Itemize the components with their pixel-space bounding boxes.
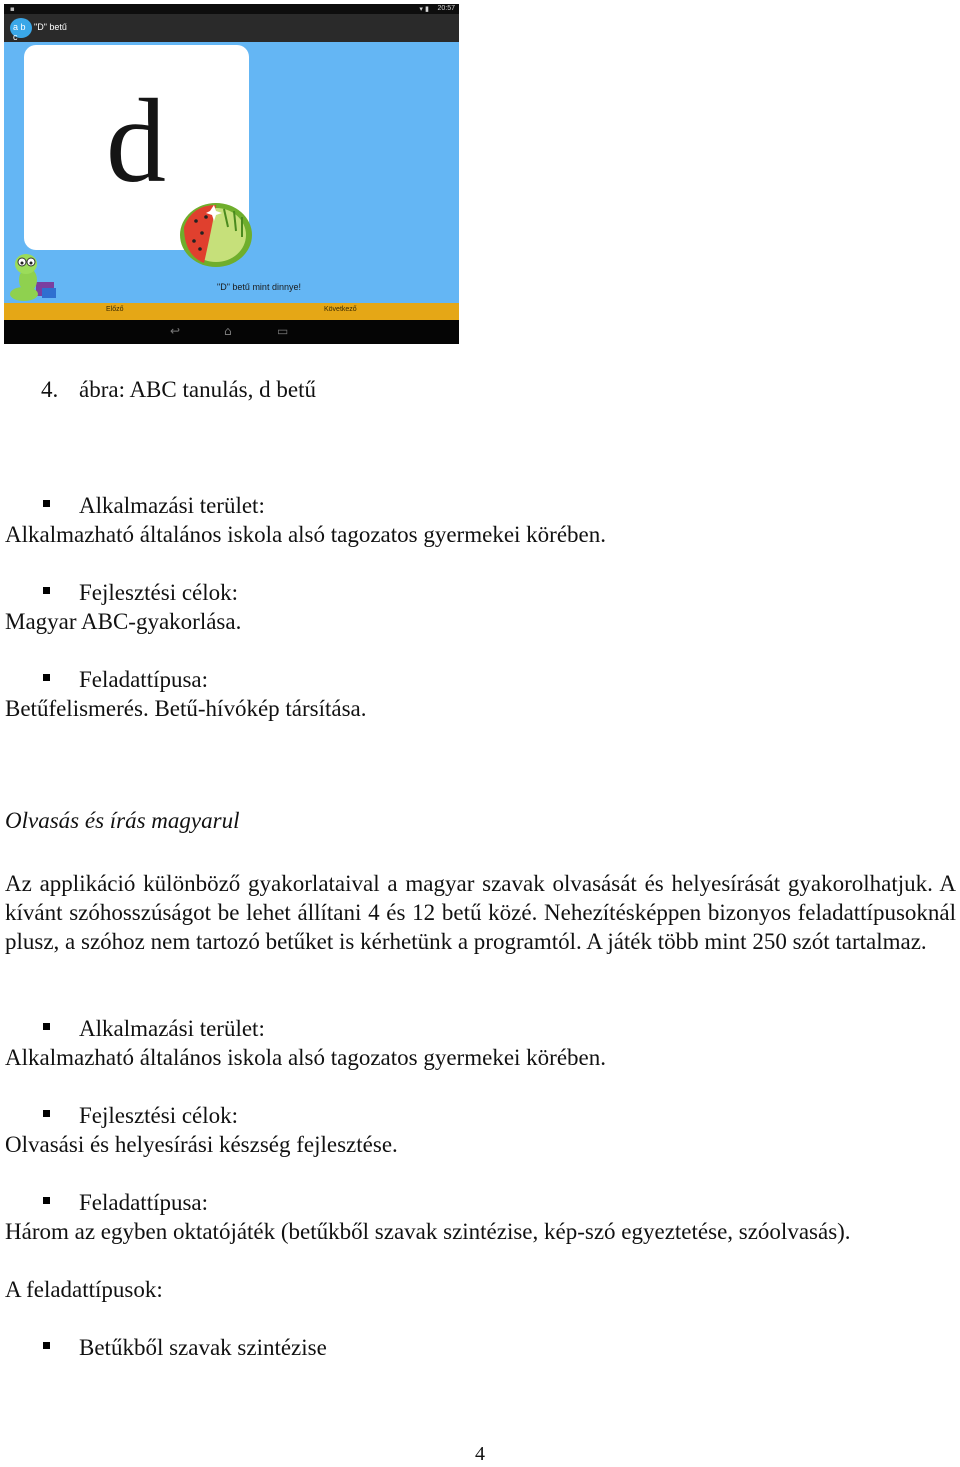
section-title: Olvasás és írás magyarul [5,808,240,833]
types-label: A feladattípusok: [5,1277,163,1302]
bullet-icon [43,500,50,507]
s2-value-area: Alkalmazható általános iskola alsó tagozatos gyermekei körében. [5,1045,606,1070]
big-letter: d [106,74,166,207]
s2-label-area: Alkalmazási terület: [79,1016,265,1041]
watermelon-icon [174,197,256,269]
nav-bar [4,303,459,320]
s2-value-goals: Olvasási és helyesírási készség fejlesztése. [5,1132,398,1157]
recents-icon[interactable]: ▭ [277,324,289,338]
page-number: 4 [475,1443,485,1465]
s2-label-goals: Fejlesztési célok: [79,1103,239,1128]
s2-label-type: Feladattípusa: [79,1190,209,1215]
app-logo-icon[interactable] [10,18,32,42]
bullet-icon [43,1110,50,1117]
figure-caption-number: 4. [41,377,59,402]
type-item: Betűkből szavak szintézise [79,1335,327,1360]
next-button[interactable]: Következő [324,306,357,313]
system-nav-bar [4,320,459,344]
mascot-worm-icon [6,248,60,304]
section-paragraph: Az applikáció különböző gyakorlataival a magyar szavak olvasását és helyesírását gyakorolhatjuk. A kívánt szóhosszúságot be lehet állítani 4 és 12 betű közé. Nehezítésképpen bizonyos feladattípusoknál plusz, a szóhoz nem tartozó betűket is kérhetünk a programtól. A játék több mint 250 szót tartalmaz. [5,871,956,954]
s1-value-goals: Magyar ABC-gyakorlása. [5,609,242,634]
bullet-icon [43,1342,50,1349]
status-time: 20:57 [437,5,455,12]
bullet-icon [43,1023,50,1030]
app-logo-text: a b c [13,22,26,42]
app-screenshot [4,4,459,344]
s1-label-goals: Fejlesztési célok: [79,580,239,605]
s1-value-area: Alkalmazható általános iskola alsó tagozatos gyermekei körében. [5,522,606,547]
figure-caption: ábra: ABC tanulás, d betű [79,377,316,402]
status-bar [4,4,459,14]
bullet-icon [43,1197,50,1204]
home-icon[interactable]: ⌂ [224,324,232,338]
s1-value-type: Betűfelismerés. Betű-hívókép társítása. [5,696,367,721]
notification-icon: ▪ [10,5,15,13]
s1-label-type: Feladattípusa: [79,667,209,692]
screenshot-caption: "D" betű mint dinnye! [217,282,301,292]
back-icon[interactable]: ↩ [170,324,181,338]
prev-button[interactable]: Előző [106,306,124,313]
wifi-battery-icon: ▾ ▮ [419,5,429,13]
app-title: "D" betű [34,22,67,32]
s1-label-area: Alkalmazási terület: [79,493,265,518]
bullet-icon [43,587,50,594]
s2-value-type: Három az egyben oktatójáték (betűkből szavak szintézise, kép-szó egyeztetése, szóolvasás). [5,1219,851,1244]
action-bar [4,14,459,42]
bullet-icon [43,674,50,681]
